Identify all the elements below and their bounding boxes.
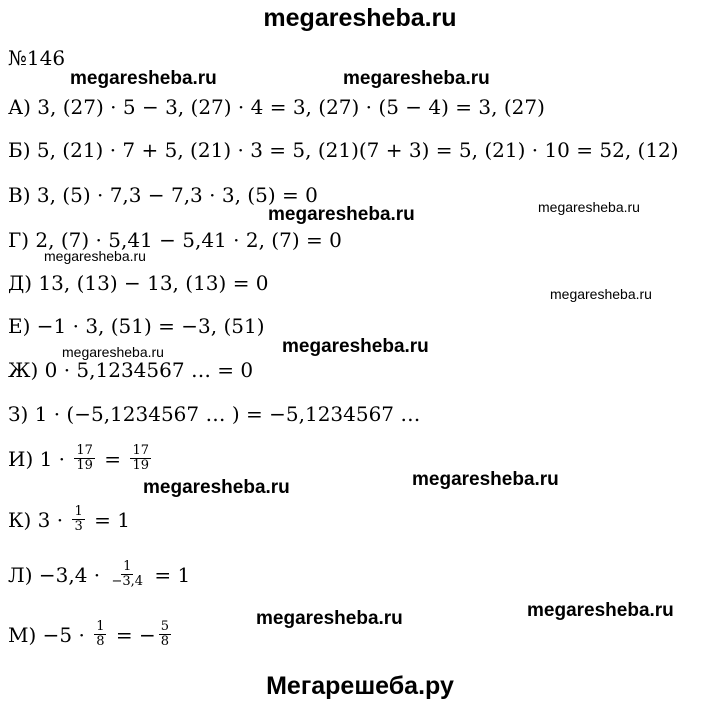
site-footer: Мегарешеба.ру bbox=[266, 672, 454, 700]
line-prefix: М) −5 · bbox=[8, 622, 92, 647]
line-prefix: И) 1 · bbox=[8, 446, 72, 471]
denominator: 3 bbox=[74, 519, 83, 535]
line-suffix: = 1 bbox=[148, 562, 191, 587]
solution-line-a: А) 3, (27) · 5 − 3, (27) · 4 = 3, (27) · (5 − 4) = 3, (27) bbox=[8, 95, 545, 119]
fraction bbox=[130, 444, 151, 474]
watermark: megaresheba.ru bbox=[44, 248, 146, 264]
denominator: 8 bbox=[96, 634, 105, 650]
watermark: megaresheba.ru bbox=[268, 204, 415, 225]
watermark: megaresheba.ru bbox=[256, 608, 403, 629]
solution-line-i bbox=[8, 444, 154, 474]
numerator: 1 bbox=[74, 504, 83, 519]
denominator: 8 bbox=[160, 634, 169, 650]
solution-line-zh: Ж) 0 · 5,1234567 … = 0 bbox=[8, 358, 254, 382]
equals-sign: = − bbox=[109, 622, 156, 647]
watermark: megaresheba.ru bbox=[527, 600, 674, 621]
fraction bbox=[74, 444, 95, 474]
watermark: megaresheba.ru bbox=[70, 68, 217, 89]
solution-line-g: Г) 2, (7) · 5,41 − 5,41 · 2, (7) = 0 bbox=[8, 228, 342, 252]
solution-line-l bbox=[8, 560, 190, 590]
numerator: 1 bbox=[123, 559, 132, 574]
fraction bbox=[110, 560, 146, 590]
site-header: megaresheba.ru bbox=[263, 4, 457, 32]
solution-line-v: В) 3, (5) · 7,3 − 7,3 · 3, (5) = 0 bbox=[8, 183, 318, 207]
line-prefix: Л) −3,4 · bbox=[8, 562, 107, 587]
watermark: megaresheba.ru bbox=[62, 344, 164, 360]
problem-number: №146 bbox=[8, 46, 66, 70]
solution-line-e: Е) −1 · 3, (51) = −3, (51) bbox=[8, 314, 265, 338]
denominator: 19 bbox=[76, 458, 93, 474]
line-prefix: К) 3 · bbox=[8, 507, 70, 532]
numerator: 5 bbox=[160, 619, 169, 634]
watermark: megaresheba.ru bbox=[538, 199, 640, 215]
fraction bbox=[72, 505, 84, 535]
solution-line-b: Б) 5, (21) · 7 + 5, (21) · 3 = 5, (21)(7 + 3) = 5, (21) · 10 = 52, (12) bbox=[8, 138, 679, 162]
watermark: megaresheba.ru bbox=[143, 477, 290, 498]
solution-line-m bbox=[8, 620, 174, 650]
solution-line-d: Д) 13, (13) − 13, (13) = 0 bbox=[8, 271, 269, 295]
watermark: megaresheba.ru bbox=[550, 286, 652, 302]
solution-line-z: З) 1 · (−5,1234567 … ) = −5,1234567 … bbox=[8, 402, 421, 426]
equals-sign: = bbox=[97, 446, 128, 471]
denominator: −3,4 bbox=[111, 574, 144, 590]
solution-line-k bbox=[8, 505, 130, 535]
fraction bbox=[159, 620, 171, 650]
line-suffix: = 1 bbox=[87, 507, 130, 532]
numerator: 17 bbox=[76, 443, 93, 458]
denominator: 19 bbox=[132, 458, 149, 474]
watermark: megaresheba.ru bbox=[412, 469, 559, 490]
numerator: 17 bbox=[132, 443, 149, 458]
watermark: megaresheba.ru bbox=[282, 336, 429, 357]
fraction bbox=[94, 620, 106, 650]
numerator: 1 bbox=[96, 619, 105, 634]
watermark: megaresheba.ru bbox=[343, 68, 490, 89]
